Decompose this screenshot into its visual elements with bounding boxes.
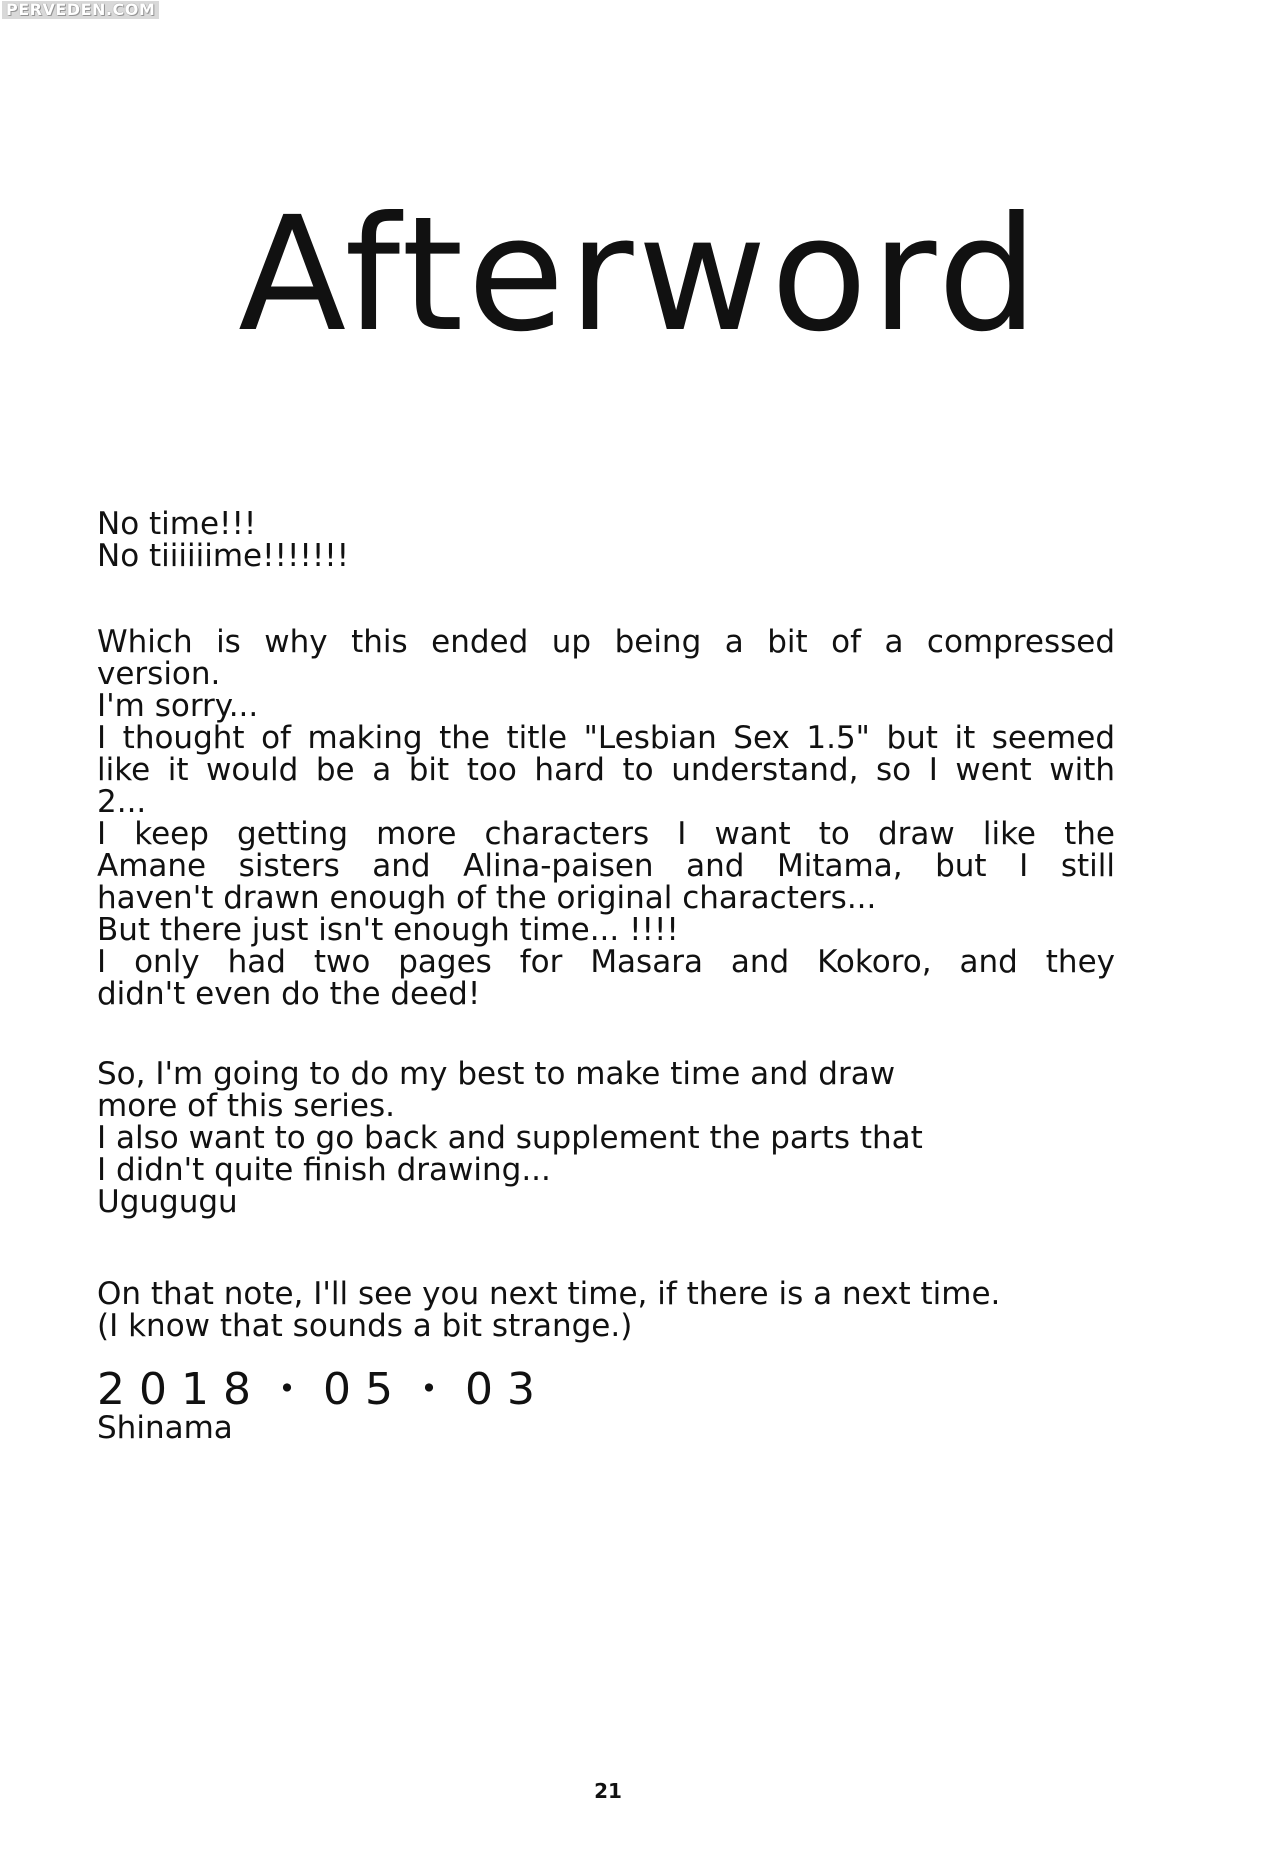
text-line: But there just isn't enough time... !!!! xyxy=(97,912,679,948)
text-line: I keep getting more characters I want to draw like the xyxy=(97,816,1115,852)
text-line: 2... xyxy=(97,784,147,820)
text-line: didn't even do the deed! xyxy=(97,976,481,1012)
text-line: On that note, I'll see you next time, if there is a next time. xyxy=(97,1276,1001,1312)
afterword-date: 2018・05・03 xyxy=(97,1364,549,1415)
paragraph-explanation xyxy=(97,626,1115,1010)
text-line: haven't drawn enough of the original characters... xyxy=(97,880,877,916)
text-line: more of this series. xyxy=(97,1088,395,1124)
text-line: Which is why this ended up being a bit of a compressed xyxy=(97,624,1115,660)
paragraph-plans xyxy=(97,1058,1115,1218)
text-line: No tiiiiiime!!!!!!! xyxy=(97,538,350,574)
page-title: Afterword xyxy=(238,183,1042,367)
page-number: 21 xyxy=(594,1779,622,1803)
text-line: Amane sisters and Alina-paisen and Mitama, but I still xyxy=(97,848,1115,884)
text-line: I only had two pages for Masara and Kokoro, and they xyxy=(97,944,1115,980)
text-line: I didn't quite finish drawing... xyxy=(97,1152,551,1188)
site-watermark: PERVEDEN.COM xyxy=(2,1,159,19)
text-line: I'm sorry... xyxy=(97,688,259,724)
text-line: Ugugugu xyxy=(97,1184,238,1220)
text-line: (I know that sounds a bit strange.) xyxy=(97,1308,633,1344)
author-signature: Shinama xyxy=(97,1410,233,1446)
paragraph-closing xyxy=(97,1278,1115,1342)
text-line: I also want to go back and supplement the parts that xyxy=(97,1120,923,1156)
text-line: I thought of making the title "Lesbian Sex 1.5" but it seemed xyxy=(97,720,1115,756)
paragraph-intro xyxy=(97,508,1115,572)
text-line: version. xyxy=(97,656,221,692)
text-line: No time!!! xyxy=(97,506,257,542)
text-line: So, I'm going to do my best to make time and draw xyxy=(97,1056,896,1092)
text-line: like it would be a bit too hard to understand, so I went with xyxy=(97,752,1115,788)
